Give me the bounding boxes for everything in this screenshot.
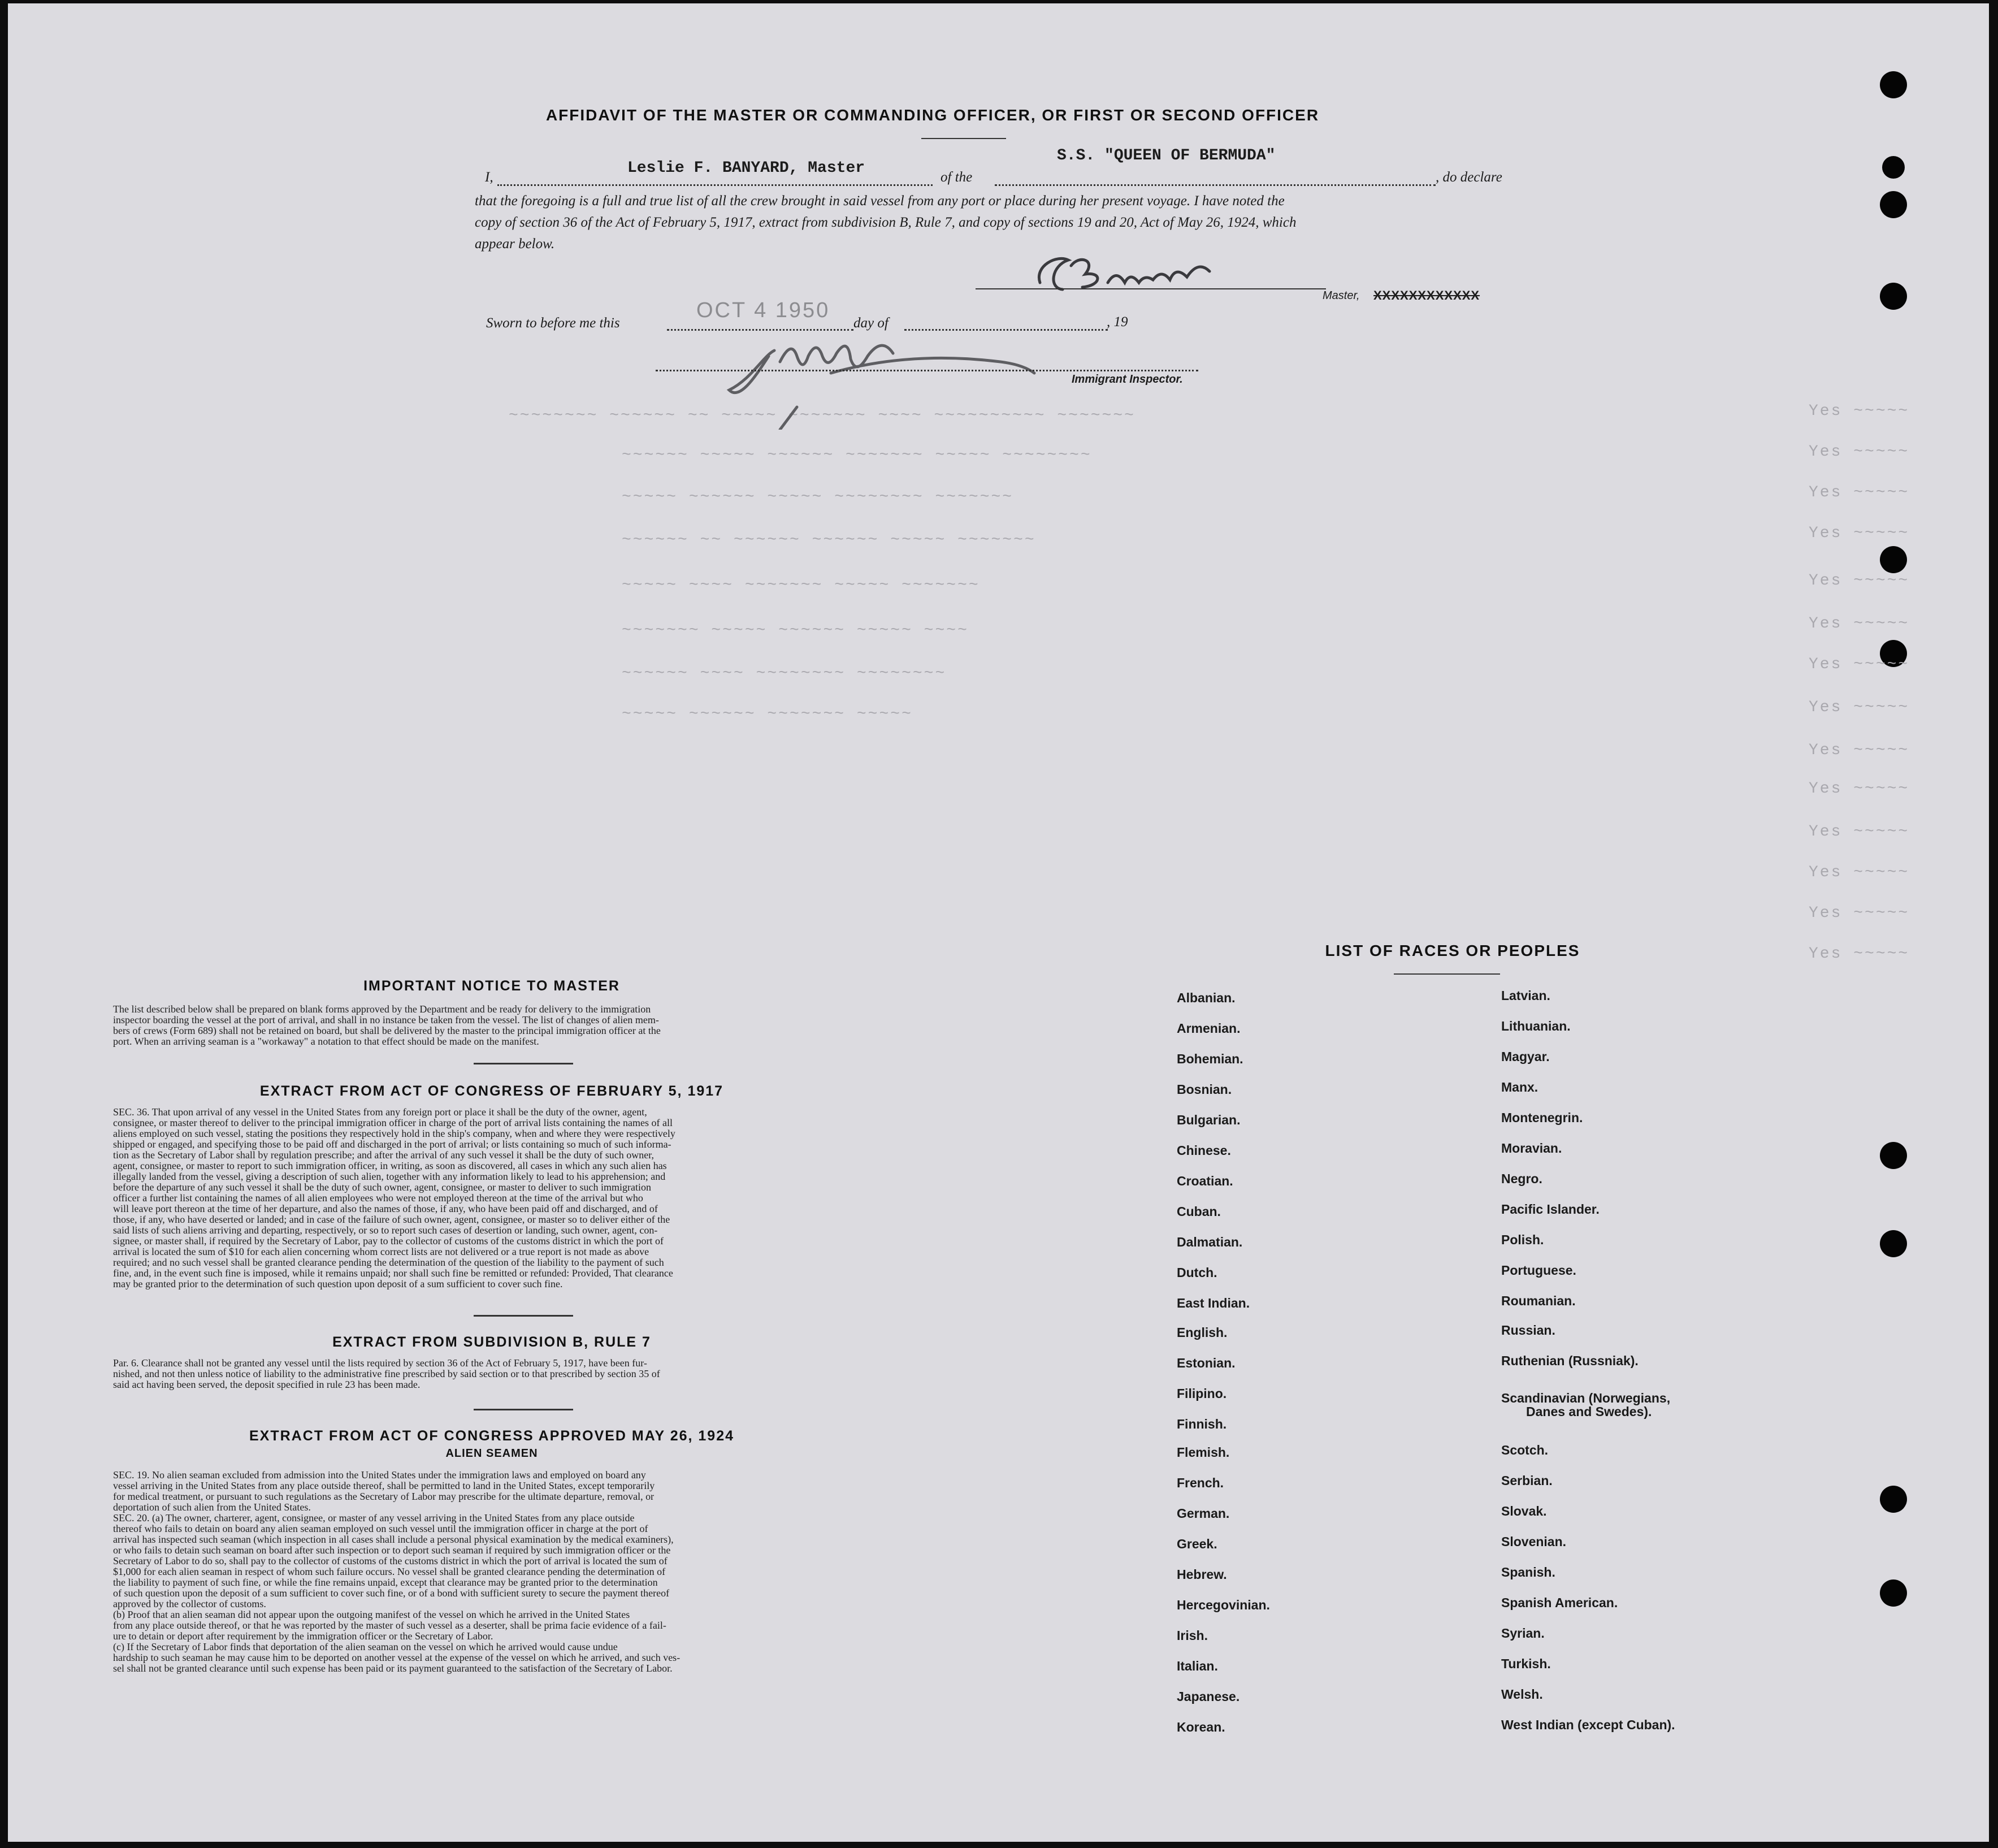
affidavit-line-3: copy of section 36 of the Act of February 5, 1917, extract from subdivision B, Rule 7, and copy of sections 19 and 20, Act of May 26, 1924, which (475, 215, 1297, 230)
extract-1924-line: Secretary of Labor to do so, shall pay to the collector of customs of the customs district in which the port of arrival is located the sum of (113, 1555, 668, 1566)
race-item: Greek. (1177, 1537, 1217, 1551)
struck-officer-label: XXXXXXXXXXXX (1373, 288, 1480, 302)
affidavit-line-2: that the foregoing is a full and true list of all the crew brought in said vessel from any port or place during her present voyage. I have noted the (475, 193, 1285, 209)
race-item: Chinese. (1177, 1143, 1231, 1158)
extract-1924-line: hardship to such seaman he may cause him to be deported on another vessel at the expense of the vessel on which he arrived, and such ves- (113, 1652, 681, 1663)
race-item: East Indian. (1177, 1296, 1250, 1310)
affidavit-line-4: appear below. (475, 236, 555, 252)
section-rule (474, 1063, 573, 1064)
race-item: Russian. (1501, 1323, 1555, 1338)
extract-1917-line: illegally landed from the vessel, giving a description of such alien, together with any information likely to lead to his apprehension; and (113, 1171, 666, 1182)
extract-1917-line: may be granted prior to the determination of such question upon deposit of a sum sufficient to cover such fine. (113, 1278, 563, 1289)
vessel-name: S.S. "QUEEN OF BERMUDA" (1057, 147, 1276, 165)
punch-hole (1880, 191, 1907, 218)
race-item: Syrian. (1501, 1626, 1545, 1641)
extract-1924-line: SEC. 19. No alien seaman excluded from admission into the United States under the immigration laws and employed on board any (113, 1469, 646, 1481)
extract-1924-line: from any place outside thereof, or that he was reported by the master of such vessel as a deserter, shall be prima facie evidence of a fail- (113, 1620, 666, 1631)
date-stamp: OCT 4 1950 (696, 298, 830, 322)
race-item: West Indian (except Cuban). (1501, 1717, 1675, 1732)
punch-hole (1880, 71, 1907, 98)
race-item: Ruthenian (Russniak). (1501, 1353, 1639, 1368)
notice-line: bers of crews (Form 689) shall not be retained on board, but shall be delivered by the master to the principal immigration officer at the (113, 1025, 661, 1036)
race-item: Finnish. (1177, 1417, 1227, 1431)
i-label: I, (485, 170, 493, 185)
races-title: LIST OF RACES OR PEOPLES (1325, 942, 1580, 959)
race-item: Welsh. (1501, 1687, 1543, 1702)
master-name: Leslie F. BANYARD, Master (627, 159, 865, 177)
extract-1924-line: the liability to payment of such fine, or while the fine remains unpaid, except that clearance may be granted prior to the determination (113, 1577, 658, 1588)
extract-1917-line: required; and no such vessel shall be granted clearance pending the determination of the question of the liability to the payment of such (113, 1257, 664, 1268)
section-rule (474, 1315, 573, 1317)
extract-1917-line: will leave port thereon at the time of her departure, and also the names of those, if any, who have been paid off and discharged, and of (113, 1203, 658, 1214)
punch-hole (1880, 283, 1907, 310)
races-title-rule (1394, 973, 1500, 975)
race-item: Roumanian. (1501, 1293, 1576, 1308)
master-signature (1017, 243, 1255, 305)
extract-1917-line: shipped or engaged, and specifying those to be paid off and discharged in the port of arrival; or lists containing so much of such informa- (113, 1139, 671, 1150)
race-item: Cuban. (1177, 1204, 1221, 1219)
extract-1924-line: deportation of such alien from the United States. (113, 1501, 311, 1513)
race-item: Albanian. (1177, 990, 1236, 1005)
extract-1924-line: arrival has inspected such seaman (which inspection in all cases shall include a personal physical examination by the medical examiners), (113, 1534, 674, 1545)
race-item: Dutch. (1177, 1265, 1217, 1280)
race-item: Armenian. (1177, 1021, 1241, 1036)
race-item: Dalmatian. (1177, 1235, 1243, 1249)
extract-1924-line: (c) If the Secretary of Labor finds that deportation of the alien seaman on the vessel on which he arrived would cause undue (113, 1641, 618, 1652)
extract-1924-line: $1,000 for each alien seaman in respect of whom such failure occurs. No vessel shall be granted clearance pending the determination of (113, 1566, 666, 1577)
race-item: Moravian. (1501, 1141, 1562, 1155)
race-item: Scotch. (1501, 1443, 1549, 1457)
rule7-line: said act having been served, the deposit specified in rule 23 has been made. (113, 1379, 421, 1390)
extract-1924-line: approved by the collector of customs. (113, 1598, 266, 1609)
race-item: Estonian. (1177, 1356, 1236, 1370)
notice-line: port. When an arriving seaman is a "workaway" a notation to that effect should be made on the manifest. (113, 1036, 539, 1047)
race-item: Serbian. (1501, 1473, 1553, 1488)
punch-hole (1880, 1579, 1907, 1607)
punch-hole (1880, 1142, 1907, 1169)
master-label: Master, (1323, 289, 1360, 302)
extract-1924-line: (b) Proof that an alien seaman did not appear upon the outgoing manifest of the vessel on which he arrived in the United States (113, 1609, 630, 1620)
extract-1924-line: for medical treatment, or pursuant to such regulations as the Secretary of Labor may prescribe for the ultimate departure, removal, or (113, 1491, 655, 1502)
extract-1924-line: vessel arriving in the United States from any place outside thereof, shall be permitted to land in the United States, except temporarily (113, 1480, 655, 1491)
rule7-line: Par. 6. Clearance shall not be granted any vessel until the lists required by section 36 of the Act of February 5, 1917, have been fur- (113, 1357, 647, 1369)
notice-title: IMPORTANT NOTICE TO MASTER (363, 978, 620, 994)
race-item: Negro. (1501, 1171, 1542, 1186)
race-item: Irish. (1177, 1628, 1208, 1643)
extract-1924-line: ure to detain or deport after requirement by the immigration officer or the Secretary of Labor. (113, 1630, 493, 1642)
race-item: Spanish. (1501, 1565, 1555, 1579)
master-signature-line (976, 288, 1326, 289)
race-item: French. (1177, 1475, 1224, 1490)
extract-1917-line: fine, and, in the event such fine is imposed, while it remains unpaid; nor shall such fine be remitted or refunded: Provided, That clearance (113, 1267, 673, 1279)
extract-1917-line: agent, consignee, or master to report to such immigration officer, in writing, as soon as discovered, all cases in which any such alien has (113, 1160, 667, 1171)
race-item: Japanese. (1177, 1689, 1240, 1704)
race-item: Hebrew. (1177, 1567, 1227, 1582)
notice-line: inspector boarding the vessel at the port of arrival, and shall in no instance be taken from the vessel. The list of changes of alien mem- (113, 1014, 659, 1025)
race-item: Flemish. (1177, 1445, 1230, 1460)
punch-hole (1882, 156, 1905, 179)
extract-1924-line: sel shall not be granted clearance until such expense has been paid or its payment guaranteed to the satisfaction of the Secretary of Labor. (113, 1663, 673, 1674)
race-item: Filipino. (1177, 1386, 1227, 1401)
master-name-line (497, 184, 933, 186)
title-rule (921, 138, 1006, 139)
extract-1924-line: thereof who fails to detain on board any alien seaman employed on such vessel until the immigration officer in charge at the port of (113, 1523, 648, 1534)
punch-hole (1880, 1486, 1907, 1513)
race-item: Bohemian. (1177, 1051, 1243, 1066)
extract-1917-line: aliens employed on such vessel, stating the positions they respectively hold in the ship's company, when and where they were respectively (113, 1128, 675, 1139)
affidavit-title: AFFIDAVIT OF THE MASTER OR COMMANDING OFFICER, OR FIRST OR SECOND OFFICER (545, 106, 1320, 124)
race-item: Spanish American. (1501, 1595, 1618, 1610)
day-of-label: day of (853, 315, 889, 331)
race-item: Manx. (1501, 1080, 1538, 1094)
notice-line: The list described below shall be prepared on blank forms approved by the Department and be ready for delivery to the immigration (113, 1003, 651, 1015)
extract-1924-line: of such question upon the deposit of a sum sufficient to cover such fine, or of a bond with sufficient surety to secure the payment thereof (113, 1587, 670, 1599)
extract-1917-line: officer a further list containing the names of all alien employees who were not employed thereon at the time of the arrival but who (113, 1192, 643, 1204)
race-item: Latvian. (1501, 988, 1550, 1003)
race-item: Croatian. (1177, 1174, 1233, 1188)
extract-1924-line: or who fails to detain such seaman on board after such inspection or to deport such seaman if required by such immigration officer or the (113, 1544, 671, 1556)
rule7-line: nished, and not then unless notice of liability to the administrative fine prescribed by said section or to that prescribed by section 35 of (113, 1368, 660, 1379)
extract-1924-subtitle: ALIEN SEAMEN (445, 1447, 538, 1460)
year-label: , 19 (1107, 314, 1128, 330)
inspector-signature (718, 322, 1068, 430)
extract-1924-line: SEC. 20. (a) The owner, charterer, agent, consignee, or master of any vessel arriving in the United States from any place outside (113, 1512, 635, 1524)
race-item: English. (1177, 1325, 1228, 1340)
race-item: Slovak. (1501, 1504, 1547, 1518)
vessel-name-line (995, 184, 1436, 186)
race-item: Danes and Swedes). (1526, 1404, 1652, 1419)
race-item: Italian. (1177, 1659, 1218, 1673)
extract-1917-line: before the departure of any such vessel it shall be the duty of such owner, agent, consignee, or master to deliver to such immigration (113, 1181, 651, 1193)
race-item: Hercegovinian. (1177, 1598, 1270, 1612)
declare-label: , do declare (1436, 170, 1502, 185)
extract-1917-line: tion as the Secretary of Labor shall by regulation prescribe; and after the arrival of any such vessel it shall be the duty of such owner, (113, 1149, 654, 1161)
race-item: Korean. (1177, 1720, 1225, 1734)
punch-hole (1880, 1230, 1907, 1257)
race-item: Magyar. (1501, 1049, 1550, 1064)
section-rule (474, 1409, 573, 1410)
race-item: Pacific Islander. (1501, 1202, 1600, 1217)
race-item: Bosnian. (1177, 1082, 1232, 1097)
extract-1917-line: those, if any, who have deserted or landed; and in case of the failure of such owner, agent, consignee, or master so to deliver either of the (113, 1214, 670, 1225)
extract-1917-line: consignee, or master thereof to deliver to the principal immigration officer in charge of the port of arrival lists containing the names of all (113, 1117, 673, 1128)
extract-1917-line: said lists of such aliens arriving and departing, respectively, or so to report such cases of desertion or landing, such owner, agent, con- (113, 1224, 658, 1236)
of-label: of the (941, 170, 973, 185)
race-item: Turkish. (1501, 1656, 1551, 1671)
rule7-title: EXTRACT FROM SUBDIVISION B, RULE 7 (332, 1334, 651, 1350)
race-item: Lithuanian. (1501, 1019, 1571, 1033)
race-item: Montenegrin. (1501, 1110, 1583, 1125)
extract-1917-line: signee, or master shall, if required by the Secretary of Labor, pay to the collector of customs of the customs district in which the port of (113, 1235, 664, 1247)
inspector-line (656, 370, 1198, 371)
inspector-label: Immigrant Inspector. (1072, 373, 1183, 386)
punch-hole (1880, 546, 1907, 573)
extract-1917-line: arrival is located the sum of $10 for each alien concerning whom correct lists are not delivered or a true report is not made as above (113, 1246, 649, 1257)
race-item: Scandinavian (Norwegians, (1501, 1391, 1671, 1405)
race-item: Bulgarian. (1177, 1113, 1241, 1127)
extract-1917-title: EXTRACT FROM ACT OF CONGRESS OF FEBRUARY 5, 1917 (259, 1083, 724, 1099)
race-item: German. (1177, 1506, 1230, 1521)
extract-1917-line: SEC. 36. That upon arrival of any vessel in the United States from any foreign port or place it shall be the duty of the owner, agent, (113, 1106, 647, 1118)
race-item: Polish. (1501, 1232, 1544, 1247)
race-item: Slovenian. (1501, 1534, 1567, 1549)
race-item: Portuguese. (1501, 1263, 1576, 1278)
sworn-label: Sworn to before me this (486, 315, 620, 331)
extract-1924-title: EXTRACT FROM ACT OF CONGRESS APPROVED MAY 26, 1924 (249, 1428, 735, 1444)
